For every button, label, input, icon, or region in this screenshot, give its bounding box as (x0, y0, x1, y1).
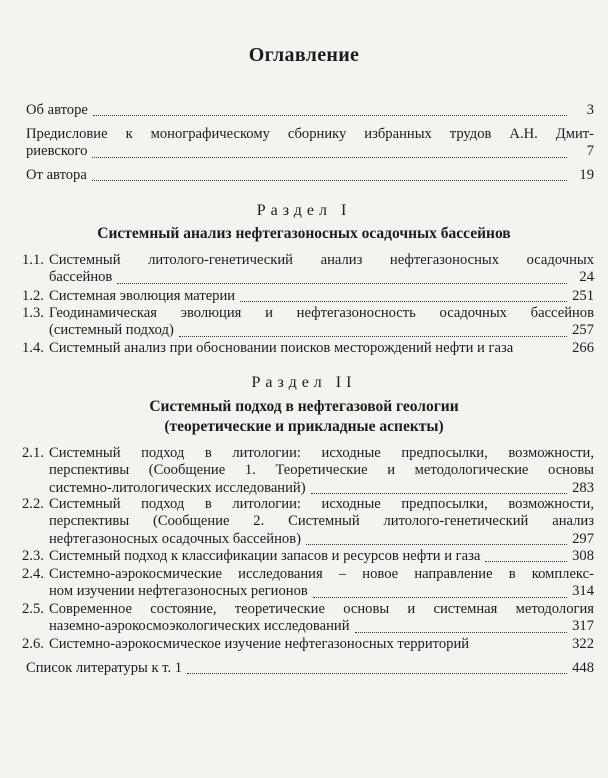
section-1-title: Системный анализ нефтегазоносных осадочных бассейнов (97, 225, 511, 242)
toc-entry-text-line3: нефтегазоносных осадочных бассейнов) (49, 530, 301, 547)
toc-entry-1-1[interactable] (22, 252, 594, 287)
dot-leader (117, 283, 567, 284)
toc-entry-text-line2: риевского (26, 143, 88, 160)
toc-entry-text-line2: перспективы (Сообщение 1. Теоретические и методологические основы (49, 462, 594, 479)
toc-entry-page: 266 (572, 340, 594, 356)
dot-leader (240, 301, 567, 302)
toc-entry-text-line2: (системный подход) (49, 322, 174, 339)
toc-entry-text: Системно-аэрокосмическое изучение нефтегазоносных территорий (49, 636, 470, 652)
dot-leader (187, 673, 567, 674)
dot-leader (355, 632, 567, 633)
toc-entry-from-author[interactable] (26, 167, 594, 184)
dot-leader (306, 544, 567, 545)
toc-entry-number: 2.1. (22, 445, 44, 461)
toc-entry-1-2[interactable] (22, 288, 594, 305)
toc-entry-text-line1: Предисловие к монографическому сборнику избранных трудов А.Н. Дмит- (26, 126, 594, 142)
toc-entry-text: Список литературы к т. 1 (26, 660, 183, 676)
toc-entry-page: 251 (572, 288, 594, 304)
toc-entry-text: Об авторе (26, 102, 88, 118)
toc-entry-text-line2: ном изучении нефтегазоносных регионов (49, 583, 308, 600)
dot-leader (92, 180, 567, 181)
toc-entry-number: 2.4. (22, 566, 44, 582)
dot-leader (93, 115, 567, 116)
toc-entry-page: 448 (572, 660, 594, 676)
toc-entry-1-3[interactable] (22, 305, 594, 340)
section-2-title-line2: (теоретические и прикладные аспекты) (164, 418, 444, 435)
toc-entry-number: 2.2. (22, 496, 44, 512)
dot-leader (313, 597, 567, 598)
toc-entry-text: От автора (26, 167, 87, 183)
toc-entry-number: 1.2. (22, 288, 44, 304)
toc-entry-page: 24 (579, 269, 594, 286)
toc-entry-preface[interactable] (26, 126, 594, 161)
toc-entry-about-author[interactable] (26, 102, 594, 119)
toc-entry-text-line1: Системный подход в литологии: исходные предпосылки, возможности, (49, 496, 594, 512)
toc-entry-text-line1: Геодинамическая эволюция и нефтегазоносность осадочных бассейнов (49, 305, 594, 321)
toc-entry-text: Системный подход к классификации запасов и ресурсов нефти и газа (49, 548, 481, 564)
toc-entry-number: 2.3. (22, 548, 44, 564)
toc-entry-text-line1: Системный подход в литологии: исходные предпосылки, возможности, (49, 445, 594, 461)
toc-entry-number: 2.6. (22, 636, 44, 652)
toc-entry-text-line1: Современное состояние, теоретические основы и системная методология (49, 601, 594, 617)
toc-entry-text-line1: Системно-аэрокосмические исследования – новое направление в комплекс- (49, 566, 594, 582)
toc-entry-bibliography[interactable] (26, 660, 594, 677)
toc-entry-page: 257 (572, 322, 594, 339)
toc-entry-2-2[interactable] (22, 496, 594, 548)
toc-entry-text: Системная эволюция материи (49, 288, 236, 304)
toc-entry-1-4[interactable] (22, 340, 594, 357)
toc-entry-number: 1.1. (22, 252, 44, 268)
toc-entry-page: 317 (572, 618, 594, 635)
toc-entry-text-line2: перспективы (Сообщение 2. Системный литолого-генетический анализ (49, 513, 594, 530)
dot-leader (179, 336, 567, 337)
toc-entry-text-line2: бассейнов (49, 269, 113, 286)
toc-entry-2-6[interactable] (22, 636, 594, 653)
toc-entry-text-line3: системно-литологических исследований) (49, 479, 306, 496)
toc-entry-2-4[interactable] (22, 566, 594, 601)
dot-leader (311, 493, 567, 494)
toc-entry-page: 19 (579, 167, 594, 183)
toc-entry-number: 1.3. (22, 305, 44, 321)
toc-entry-2-3[interactable] (22, 548, 594, 565)
toc-entry-page: 3 (586, 102, 594, 118)
toc-entry-text-line1: Системный литолого-генетический анализ нефтегазоносных осадочных (49, 252, 594, 268)
toc-entry-page: 314 (572, 583, 594, 600)
toc-entry-2-5[interactable] (22, 601, 594, 636)
section-2-title-line1: Системный подход в нефтегазовой геологии (149, 398, 459, 415)
toc-entry-text-line2: наземно-аэрокосмоэкологических исследований (49, 618, 350, 635)
dot-leader (485, 561, 567, 562)
toc-entry-page: 308 (572, 548, 594, 564)
toc-entry-number: 2.5. (22, 601, 44, 617)
section-2-label: Раздел II (251, 374, 357, 391)
section-1-label: Раздел I (256, 202, 352, 219)
toc-entry-page: 322 (572, 636, 594, 652)
dot-leader (92, 157, 567, 158)
toc-entry-page: 7 (586, 143, 594, 160)
toc-entry-2-1[interactable] (22, 445, 594, 497)
toc-entry-page: 283 (572, 479, 594, 496)
toc-entry-number: 1.4. (22, 340, 44, 356)
page-title: Оглавление (248, 44, 360, 66)
toc-entry-text: Системный анализ при обосновании поисков месторождений нефти и газа (49, 340, 514, 356)
toc-entry-page: 297 (572, 530, 594, 547)
